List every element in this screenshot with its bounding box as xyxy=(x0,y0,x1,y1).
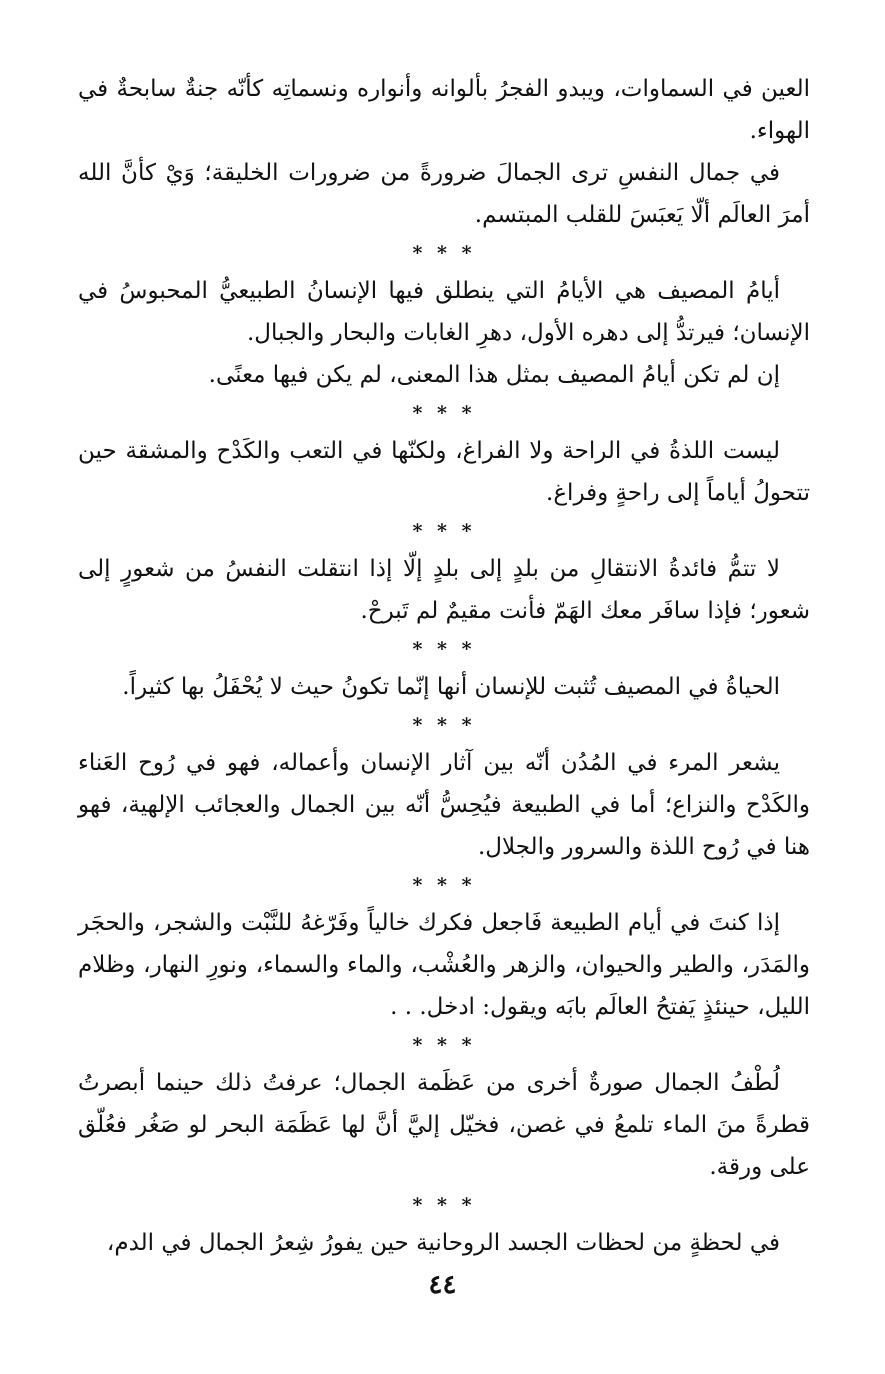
paragraph: العين في السماوات، ويبدو الفجرُ بألوانه وأنواره ونسماتِه كأنّه جنةٌ سابحةٌ في الهواء. xyxy=(78,76,810,144)
section-separator: * * * xyxy=(412,714,476,736)
paragraph: ليست اللذةُ في الراحة ولا الفراغ، ولكنّها في التعب والكَدْح والمشقة حين تتحولُ أياماً إلى راحةٍ وفراغ. xyxy=(78,438,810,506)
page-number: ٤٤ xyxy=(428,1270,457,1300)
page-body xyxy=(78,68,810,1264)
section-separator: * * * xyxy=(412,402,476,424)
section-separator: * * * xyxy=(412,638,476,660)
section-separator: * * * xyxy=(412,520,476,542)
paragraph: يشعر المرء في المُدُن أنّه بين آثار الإنسان وأعماله، فهو في رُوح العَناء والكَدْح والنزاع؛ أما في الطبيعة فيُحِسُّ أنّه بين الجمال والعجائب الإلهية، فهو هنا في رُوح اللذة والسرور والجلال. xyxy=(78,750,810,860)
paragraph: في جمال النفسِ ترى الجمالَ ضرورةً من ضرورات الخليقة؛ وَيْ كأنَّ الله أمرَ العالَم ألّا يَعبَسَ للقلب المبتسم. xyxy=(78,160,810,228)
paragraph: في لحظةٍ من لحظات الجسد الروحانية حين يفورُ شِعرُ الجمال في الدم، xyxy=(106,1230,780,1256)
section-separator: * * * xyxy=(412,242,476,264)
paragraph: أيامُ المصيف هي الأيامُ التي ينطلق فيها الإنسانُ الطبيعيُّ المحبوسُ في الإنسان؛ فيرتدُّ إلى دهره الأول، دهرِ الغابات والبحار والجبال. xyxy=(78,278,810,346)
paragraph: لُطْفُ الجمال صورةٌ أخرى من عَظَمة الجمال؛ عرفتُ ذلك حينما أبصرتُ قطرةً منَ الماء تلمعُ في غصن، فخيّل إليَّ أنَّ لها عَظَمَة البحر لو صَغُر فعُلّق على ورقة. xyxy=(78,1070,810,1180)
paragraph: الحياةُ في المصيف تُثبت للإنسان أنها إنّما تكونُ حيث لا يُحْفَلُ بها كثيراً. xyxy=(122,674,780,700)
section-separator: * * * xyxy=(412,874,476,896)
section-separator: * * * xyxy=(412,1194,476,1216)
section-separator: * * * xyxy=(412,1034,476,1056)
paragraph: إذا كنتَ في أيام الطبيعة فَاجعل فكرك خالياً وفَرّغهُ للنَّبْت والشجر، والحجَر والمَدَر، والطير والحيوان، والزهر والعُشْب، والماء والسماء، ونورِ النهار، وظلام الليل، حينئذٍ يَفتحُ العالَم بابَه ويقول: ادخل. . . xyxy=(78,910,810,1020)
paragraph: إن لم تكن أيامُ المصيف بمثل هذا المعنى، لم يكن فيها معنًى. xyxy=(208,362,780,388)
paragraph: لا تتمُّ فائدةُ الانتقالِ من بلدٍ إلى بلدٍ إلّا إذا انتقلت النفسُ من شعورٍ إلى شعور؛ فإذا سافَر معك الهَمّ فأنت مقيمٌ لم تَبرحْ. xyxy=(78,556,810,624)
